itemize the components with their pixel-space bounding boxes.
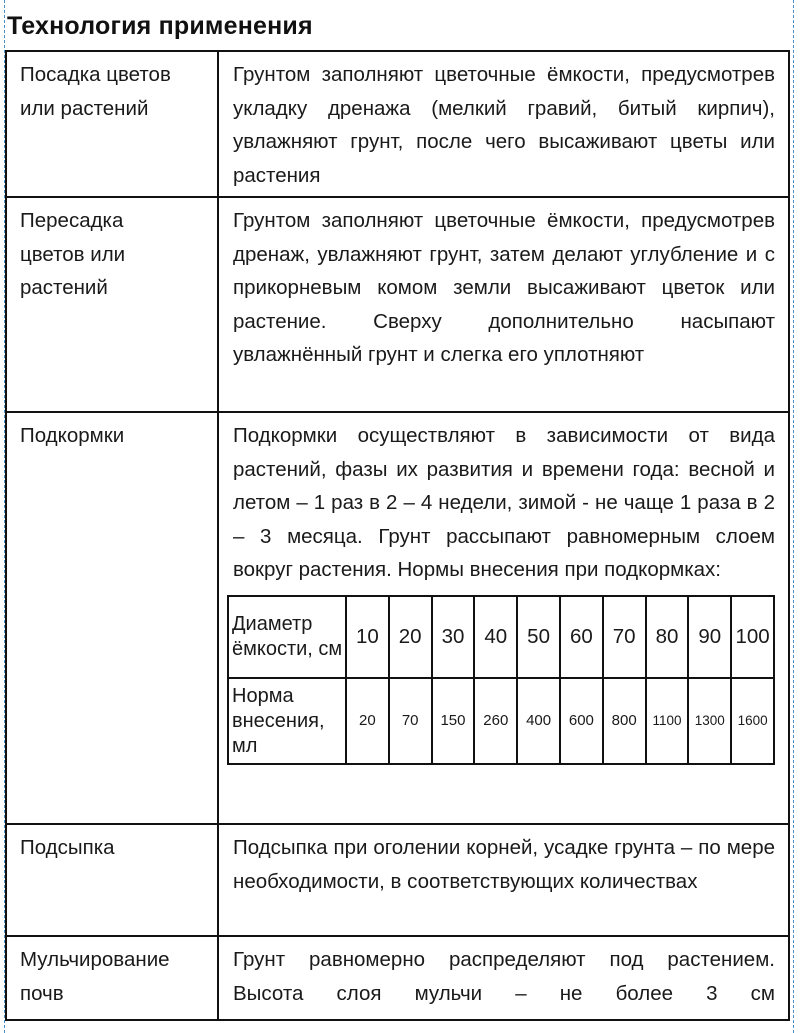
- description-cell: [218, 51, 789, 197]
- rate-cell: 70: [389, 678, 432, 764]
- rate-cell: 600: [560, 678, 603, 764]
- rate-header: Норма внесения, мл: [228, 678, 346, 764]
- rate-cell: 1100: [646, 678, 689, 764]
- row-description: Подкормки осуществляют в зависимости от вида растений, фазы их развития и времени года: весной и летом – 1 раз в 2 – 4 недели, зимой - не чаще 1 раза в 2 – 3 месяца. Грунт рассыпают равномерным слоем вокруг растения. Нормы внесения при подкормках:: [233, 424, 775, 581]
- label-cell: [6, 51, 218, 197]
- row-label: Подкормки: [20, 424, 125, 447]
- row-description: Грунтом заполняют цветочные ёмкости, предусмотрев дренаж, увлажняют грунт, затем делают углубление и с прикорневым комом земли высаживают цветок или растение. Сверху дополнительно насыпают увлажнённый грунт и слегка его уплотняют: [233, 209, 775, 366]
- diameter-cell: 10: [346, 596, 389, 678]
- rate-cell: 20: [346, 678, 389, 764]
- diameter-header: Диаметр ёмкости, см: [228, 596, 346, 678]
- diameter-cell: 60: [560, 596, 603, 678]
- row-label: Пересадка цветов или растений: [20, 209, 126, 299]
- label-cell: [6, 824, 218, 936]
- diameter-row: [228, 596, 774, 678]
- label-cell: [6, 936, 218, 1020]
- description-cell: [218, 412, 789, 824]
- table-row-mulching: [6, 936, 789, 1020]
- rate-cell: 1600: [731, 678, 774, 764]
- diameter-cell: 40: [474, 596, 517, 678]
- diameter-cell: 30: [432, 596, 475, 678]
- diameter-cell: 90: [688, 596, 731, 678]
- rate-cell: 400: [517, 678, 560, 764]
- description-cell: [218, 197, 789, 412]
- table-row-planting: [6, 51, 789, 197]
- row-description: Грунтом заполняют цветочные ёмкости, предусмотрев укладку дренажа (мелкий гравий, битый кирпич), увлажняют грунт, после чего высаживают цветы или растения: [233, 63, 775, 187]
- diameter-cell: 70: [603, 596, 646, 678]
- diameter-cell: 100: [731, 596, 774, 678]
- rate-cell: 1300: [688, 678, 731, 764]
- diameter-cell: 50: [517, 596, 560, 678]
- rate-row: [228, 678, 774, 764]
- row-description: Подсыпка при оголении корней, усадке грунта – по мере необходимости, в соответствующих количествах: [233, 836, 775, 893]
- rate-cell: 800: [603, 678, 646, 764]
- right-page-guide: [793, 0, 794, 1033]
- rate-cell: 150: [432, 678, 475, 764]
- rate-cell: 260: [474, 678, 517, 764]
- row-description: Грунт равномерно распределяют под растением. Высота слоя мульчи – не более 3 см: [233, 948, 775, 1005]
- table-row-feeding: [6, 412, 789, 824]
- section-title: Технология применения: [7, 12, 313, 40]
- description-cell: [218, 936, 789, 1020]
- description-cell: [218, 824, 789, 936]
- label-cell: [6, 197, 218, 412]
- row-label: Посадка цветов или растений: [20, 63, 171, 120]
- technology-table: [5, 50, 790, 1021]
- row-label: Подсыпка: [20, 836, 115, 859]
- feeding-norms-table: [227, 595, 775, 765]
- diameter-cell: 20: [389, 596, 432, 678]
- table-row-transplanting: [6, 197, 789, 412]
- label-cell: [6, 412, 218, 824]
- diameter-cell: 80: [646, 596, 689, 678]
- row-label: Мульчирование почв: [20, 948, 170, 1005]
- table-row-topdressing: [6, 824, 789, 936]
